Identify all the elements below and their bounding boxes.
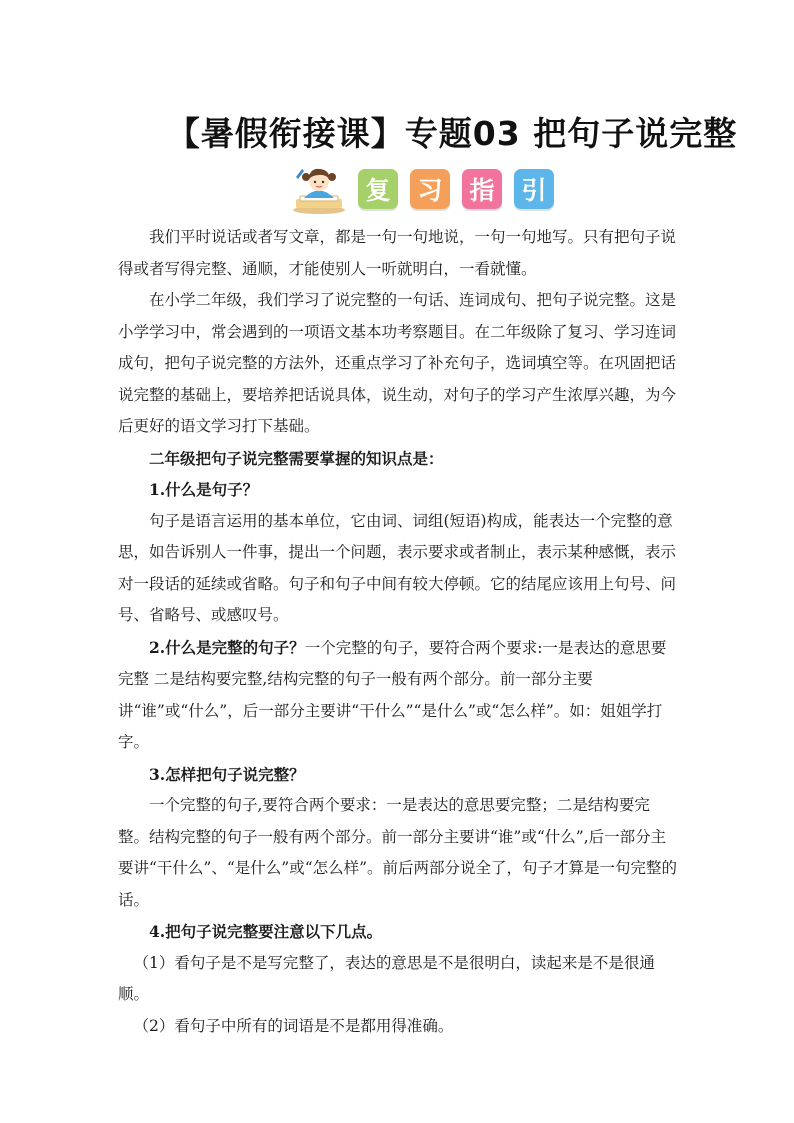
list-item-note-1: （1）看句子是不是写完整了，表达的意思是不是很明白，读起来是不是很通顺。	[118, 953, 655, 1003]
reading-girl-icon	[290, 163, 348, 215]
tile-fu: 复	[358, 169, 398, 209]
tile-zhi: 指	[462, 169, 502, 209]
document-body	[118, 222, 678, 1042]
paragraph-how-to-complete: 一个完整的句子,要符合两个要求：一是表达的意思要完整；二是结构要完整。结构完整的句子一般有两个部分。前一部分主要讲“谁”或“什么”,后一部分主要讲“干什么”、“是什么”或“怎么样”。前后两部分说全了，句子才算是一句完整的话。	[118, 796, 678, 909]
heading-complete-sentence: 2.什么是完整的句子？	[149, 637, 305, 657]
list-item-note-2: （2）看句子中所有的词语是不是都用得准确。	[133, 1016, 454, 1035]
paragraph-grade-two: 在小学二年级，我们学习了说完整的一句话、连词成句、把句子说完整。这是小学学习中，常会遇到的一项语文基本功考察题目。在二年级除了复习、学习连词成句，把句子说完整的方法外，还重点学习了补充句子，选词填空等。在巩固把话说完整的基础上，要培养把话说具体，说生动，对句子的学习产生浓厚兴趣，为今后更好的语文学习打下基础。	[118, 291, 677, 435]
tile-yin: 引	[514, 169, 554, 209]
review-guide-banner	[290, 163, 566, 215]
paragraph-intro: 我们平时说话或者写文章，都是一句一句地说，一句一句地写。只有把句子说得或者写得完整、通顺，才能使别人一听就明白，一看就懂。	[118, 228, 677, 278]
heading-knowledge-points: 二年级把句子说完整需要掌握的知识点是：	[149, 448, 444, 468]
heading-what-is-sentence: 1.什么是句子？	[149, 480, 259, 499]
paragraph-complete-sentence	[118, 632, 678, 759]
tile-xi: 习	[410, 169, 450, 209]
heading-notes: 4.把句子说完整要注意以下几点。	[149, 922, 383, 941]
page-title: 【暑假衔接课】专题03 把句子说完整	[166, 114, 738, 153]
complete-sentence-text: 一个完整的句子，要符合两个要求:一是表达的意思要完整 二是结构要完整,结构完整的句子一般有两个部分。前一部分主要讲“谁”或“什么”，后一部分主要讲“干什么”“是什么”或“怎么样”。如：姐姐学打字。	[118, 638, 667, 751]
paragraph-sentence-definition: 句子是语言运用的基本单位，它由词、词组(短语)构成，能表达一个完整的意思，如告诉别人一件事，提出一个问题，表示要求或者制止，表示某种感慨，表示对一段话的延续或省略。句子和句子中间有较大停顿。它的结尾应该用上句号、问号、省略号、或感叹号。	[118, 511, 677, 624]
heading-how-to-complete: 3.怎样把句子说完整？	[149, 764, 305, 784]
